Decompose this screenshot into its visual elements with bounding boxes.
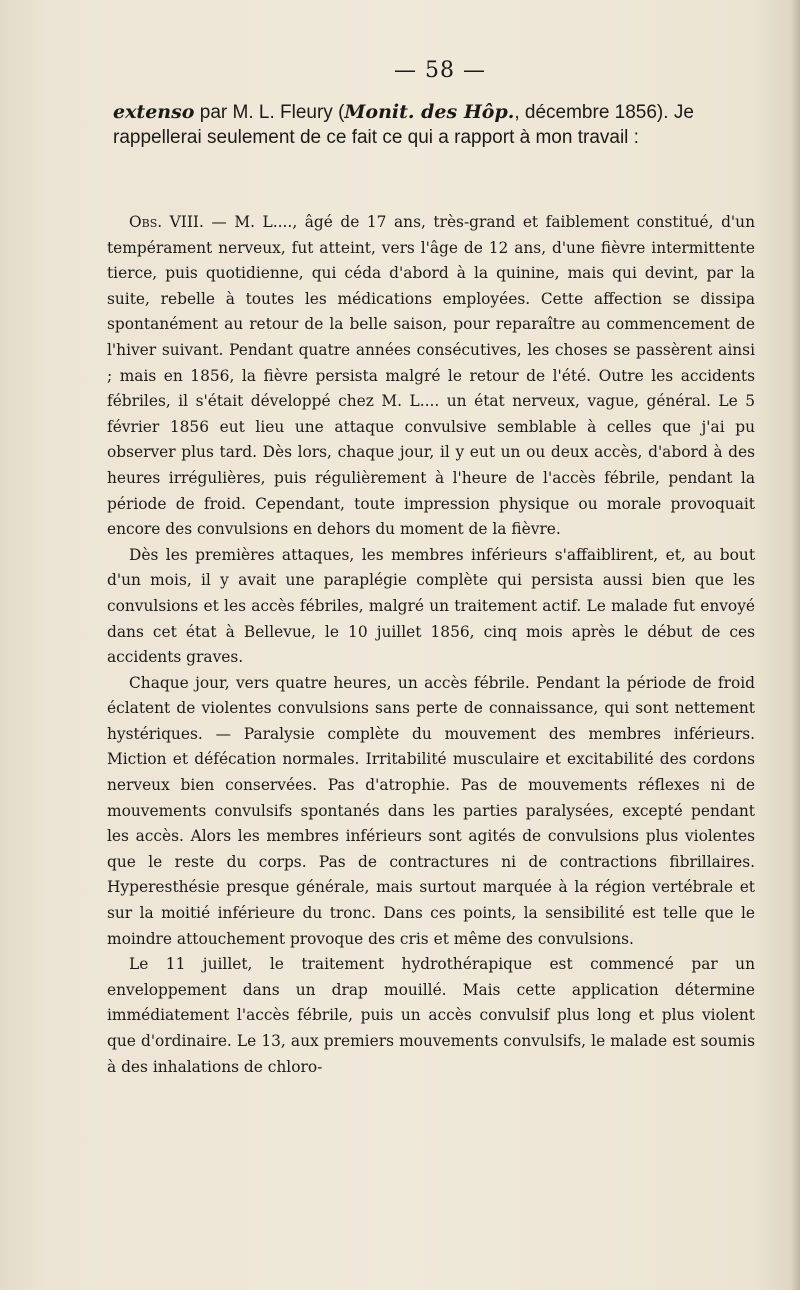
journal-reference: Monit. des Hôp. [344,101,515,123]
paragraph-treatment: Le 11 juillet, le traitement hydrothérapique est commencé par un enveloppement dans un drap mouillé. Mais cette application détermine immédiatement l'accès fébrile, puis un accès convulsif plus long et plus violent que d'ordinaire. Le 13, aux premiers mouvements convulsifs, le malade est soumis à des inhalations de chloro- [107,955,755,1076]
intro-paragraph [113,100,763,150]
intro-text-end: , décembre 1856). Je rappellerai seulement de ce fait ce qui a rapport à mon travail : [113,102,694,148]
page-number: — 58 — [394,58,486,83]
observation-paragraph [107,210,755,543]
observation-label: Obs. VIII. [129,213,204,231]
observation-text: — M. L...., âgé de 17 ans, très-grand et faiblement constitué, d'un tempérament nerveux, fut atteint, vers l'âge de 12 ans, d'une fièvre intermittente tierce, puis quotidienne, qui céda d'abord à la quinine, mais qui devint, par la suite, rebelle à toutes les médications employées. Cette affection se dissipa spontanément au retour de la belle saison, pour reparaître au commencement de l'hiver suivant. Pendant quatre années consécutives, les choses se passèrent ainsi ; mais en 1856, la fièvre persista malgré le retour de l'été. Outre les accidents fébriles, il s'était développé chez M. L.... un état nerveux, vague, général. Le 5 février 1856 eut lieu une attaque convulsive semblable à celles que j'ai pu observer plus tard. Dès lors, chaque jour, il y eut un ou deux accès, d'abord à des heures irrégulières, puis régulièrement à l'heure de l'accès fébrile, pendant la période de froid. Cependant, toute impression physique ou morale provoquait encore des convulsions en dehors du moment de la fièvre. [107,213,755,539]
body-text [107,210,755,1080]
intro-italic-start: extenso [113,101,195,123]
intro-text-after-italic: par M. L. Fleury ( [194,102,345,123]
page-edge-shadow [790,0,800,1290]
paragraph-daily-attack: Chaque jour, vers quatre heures, un accès fébrile. Pendant la période de froid éclatent de violentes convulsions sans perte de connaissance, qui sont nettement hystériques. — Paralysie complète du mouvement des membres inférieurs. Miction et défécation normales. Irritabilité musculaire et excitabilité des cordons nerveux bien conservées. Pas d'atrophie. Pas de mouvements réflexes ni de mouvements convulsifs spontanés dans les parties paralysées, excepté pendant les accès. Alors les membres inférieurs sont agités de convulsions plus violentes que le reste du corps. Pas de contractures ni de contractions fibrillaires. Hyperesthésie presque générale, mais surtout marquée à la région vertébrale et sur la moitié inférieure du tronc. Dans ces points, la sensibilité est telle que le moindre attouchement provoque des cris et même des convulsions. [107,673,755,948]
paragraph-paraplegia: Dès les premières attaques, les membres inférieurs s'affaiblirent, et, au bout d'un mois, il y avait une paraplégie complète qui persista aussi bien que les convulsions et les accès fébriles, malgré un traitement actif. Le malade fut envoyé dans cet état à Bellevue, le 10 juillet 1856, cinq mois après le début de ces accidents graves. [107,545,755,667]
